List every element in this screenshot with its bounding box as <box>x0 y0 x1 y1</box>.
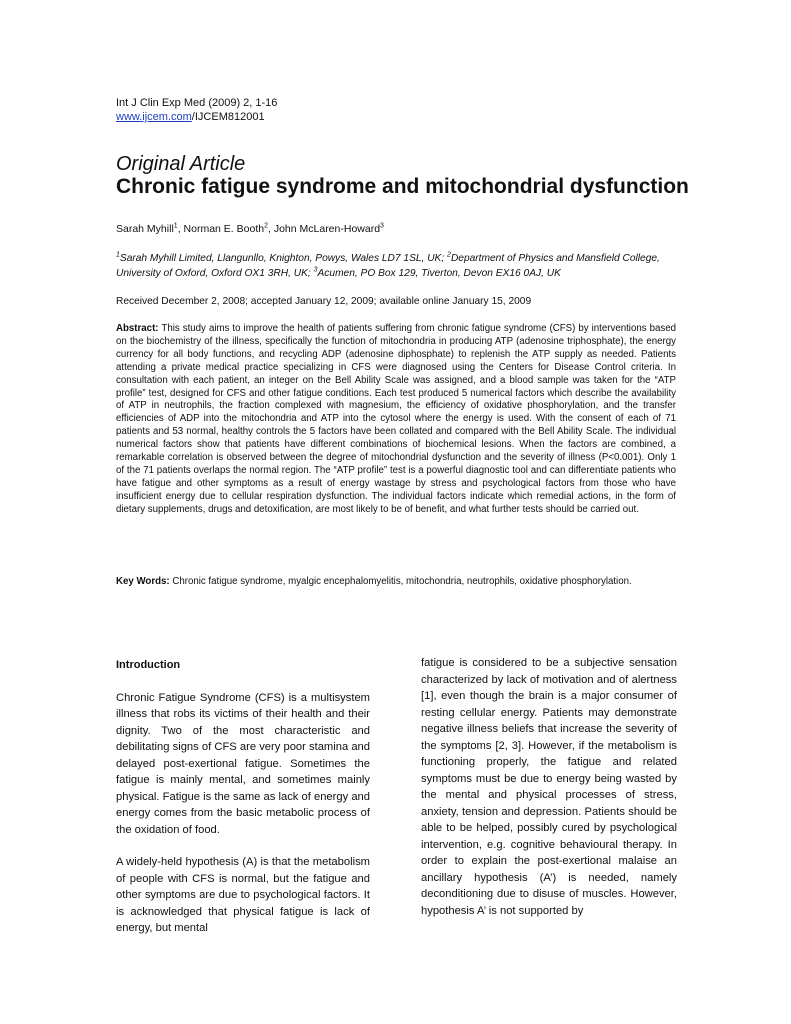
abstract <box>116 323 676 517</box>
journal-url <box>116 110 265 124</box>
author-list: Sarah Myhill$^1$, Norman E. Booth$^2$, John McLaren-Howard$^3$ <box>116 222 384 235</box>
author-name: John McLaren-Howard <box>273 223 381 235</box>
author-name: Sarah Myhill <box>116 223 174 235</box>
author-name: Norman E. Booth <box>183 223 265 235</box>
author-sup: 2 <box>264 222 268 230</box>
affiliation: Acumen, PO Box 129, Tiverton, Devon EX16 0AJ, UK <box>317 268 561 279</box>
section-heading-introduction: Introduction <box>116 659 181 671</box>
journal-citation: Int J Clin Exp Med (2009) 2, 1-16 <box>116 97 278 109</box>
journal-url-path: /IJCEM812001 <box>191 111 265 123</box>
affiliation: Department of Physics and Mansfield College, University of Oxford, Oxford OX1 3RH, UK; <box>116 253 660 279</box>
body-paragraph: A widely-held hypothesis (A) is that the metabolism of people with CFS is normal, but the fatigue and other symptoms are due to psychological factors. It is acknowledged that physical fatigue is lack of energy, but mental <box>116 856 370 934</box>
keywords <box>116 575 676 588</box>
abstract-label: Abstract: <box>116 323 159 334</box>
author-sup: 3 <box>380 222 384 230</box>
article-type: Original Article <box>116 153 246 175</box>
affiliation: Sarah Myhill Limited, Llangunllo, Knighton, Powys, Wales LD7 1SL, UK; <box>119 253 445 264</box>
affil-sup: 1 <box>116 251 120 259</box>
author-sup: 1 <box>173 222 178 230</box>
left-column <box>116 657 370 953</box>
affiliations <box>116 251 676 281</box>
body-paragraph: Chronic Fatigue Syndrome (CFS) is a multisystem illness that robs its victims of their health and their dignity. Two of the most characteristic and debilitating signs of CFS are very poor stamina and delayed post-exertional fatigue. Sometimes the fatigue is mainly mental, and sometimes mainly physical. Fatigue is the same as lack of energy and energy comes from the basic metabolic process of the oxidation of food. <box>116 691 370 836</box>
keywords-text: Chronic fatigue syndrome, myalgic encephalomyelitis, mitochondria, neutrophils, oxidative phosphorylation. <box>172 576 632 587</box>
right-column <box>421 655 677 935</box>
received-dates: Received December 2, 2008; accepted January 12, 2009; available online January 15, 2009 <box>116 296 532 307</box>
affil-sup: 2 <box>447 251 451 259</box>
affil-sup: 3 <box>313 266 318 274</box>
abstract-text: This study aims to improve the health of patients suffering from chronic fatigue syndrome (CFS) by interventions based on the biochemistry of the illness, specifically the function of mitochondria in producing ATP (adenosine triphosphate), the energy currency for all body functions, and recycling ADP (adenosine diphosphate) to replenish the ATP supply as needed. Patients attending a private medical practice specializing in CFS were diagnosed using the Centers for Disease Control criteria. In consultation with each patient, an integer on the Bell Ability Scale was assigned, and a blood sample was taken for the “ATP profile” test, designed for CFS and other fatigue conditions. Each test produced 5 numerical factors which describe the availability of ATP in neutrophils, the fraction complexed with magnesium, the efficiency of oxidative phosphorylation, and the transfer efficiencies of ADP into the mitochondria and ATP into the cytosol where the energy is used. With the consent of each of 71 patients and 53 normal, healthy controls the 5 factors have been collated and compared with the Bell Ability Scale. The individual numerical factors show that patients have different combinations of biochemical lesions. When the factors are combined, a remarkable correlation is observed between the degree of mitochondrial dysfunction and the severity of illness (P<0.001). Only 1 of the 71 patients overlaps the normal region. The “ATP profile” test is a powerful diagnostic tool and can differentiate patients who have fatigue and other symptoms as a result of energy wastage by stress and psychological factors from those who have insufficient energy due to cellular respiration dysfunction. The individual factors indicate which remedial actions, in the form of dietary supplements, drugs and detoxification, are most likely to be of benefit, and what further tests should be carried out. <box>116 323 676 515</box>
keywords-label: Key Words: <box>116 576 170 587</box>
body-paragraph: fatigue is considered to be a subjective sensation characterized by lack of motivation and of alertness [1], even though the brain is a major consumer of resting cellular energy. Patients may demonstrate negative illness beliefs that increase the severity of the symptoms [2, 3]. However, if the metabolism is functioning properly, the fatigue and related symptoms must be due to energy being wasted by the mental and physical processes of stress, anxiety, tension and depression. Patients should be able to be helped, possibly cured by psychological intervention, e.g. cognitive behavioural therapy. In order to explain the post-exertional malaise an ancillary hypothesis (A’) is needed, namely deconditioning due to disuse of muscles. However, hypothesis A’ is not supported by <box>421 657 677 917</box>
paper-title: Chronic fatigue syndrome and mitochondrial dysfunction <box>116 175 689 198</box>
journal-url-link[interactable]: www.ijcem.com <box>116 111 192 123</box>
